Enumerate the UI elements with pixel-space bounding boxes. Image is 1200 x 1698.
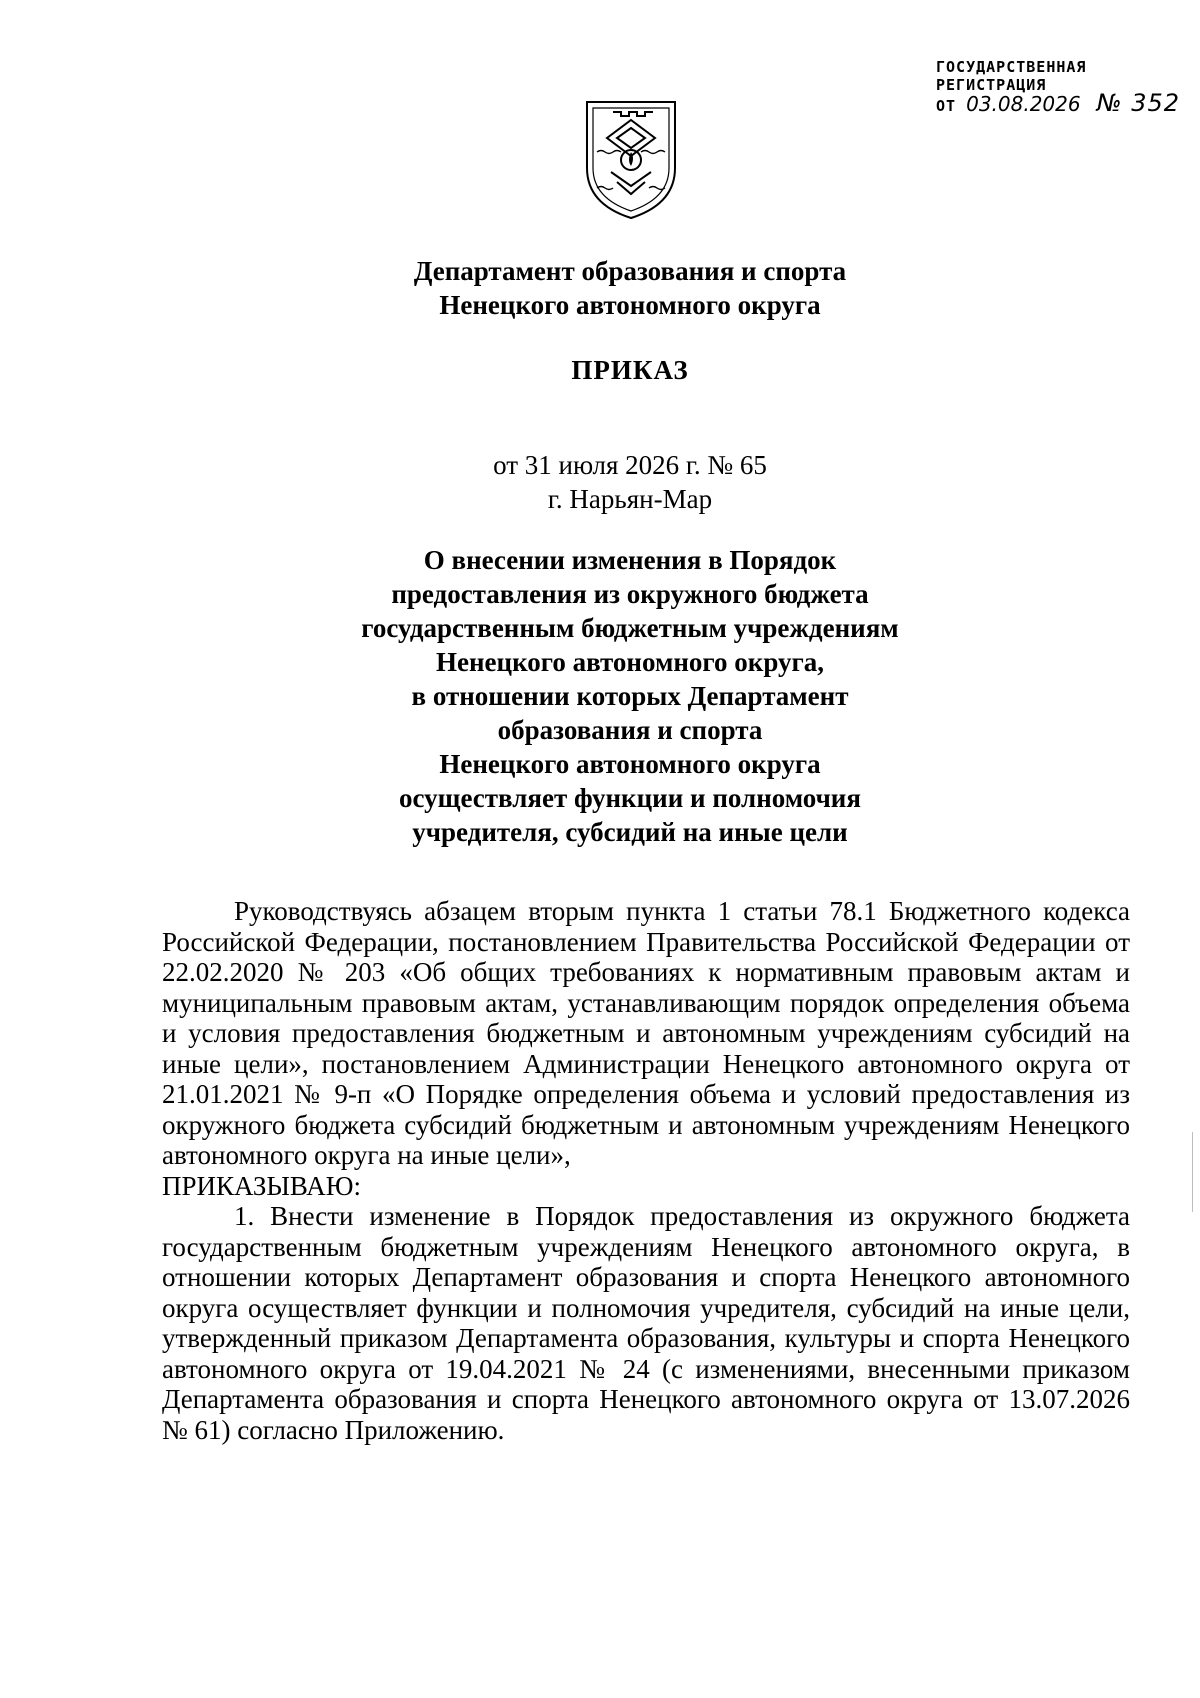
- order-place: г. Нарьян-Мар: [547, 484, 713, 514]
- subject-line: государственным бюджетным учреждениям: [361, 613, 899, 643]
- order-body: [162, 896, 1130, 1445]
- order-item-1: 1. Внести изменение в Порядок предоставления из окружного бюджета государственным бюджетным учреждениям Ненецкого автономного округа, в отношении которых Департамент образования и спорта Ненецкого автономного округа осуществляет функции и полномочия учредителя, субсидий на иные цели, утвержденный приказом Департамента образования, культуры и спорта Ненецкого автономного округа от 19.04.2021 № 24 (с изменениями, внесенными приказом Департамента образования и спорта Ненецкого автономного округа от 13.07.2026 № 61) согласно Приложению.: [162, 1201, 1130, 1445]
- department-line-1: Департамент образования и спорта: [413, 256, 847, 286]
- subject-line: О внесении изменения в Порядок: [423, 545, 837, 575]
- subject-line: учредителя, субсидий на иные цели: [412, 817, 848, 847]
- stamp-line-2: РЕГИСТРАЦИЯ: [936, 76, 1047, 94]
- document-type: ПРИКАЗ: [571, 355, 689, 385]
- order-details: [0, 448, 1200, 516]
- subject-line: осуществляет функции и полномочия: [399, 783, 861, 813]
- registration-stamp: [936, 58, 1181, 117]
- subject-line: предоставления из окружного бюджета: [391, 579, 869, 609]
- subject-line: Ненецкого автономного округа: [439, 749, 821, 779]
- subject-line: Ненецкого автономного округа,: [436, 647, 824, 677]
- order-subject: [0, 543, 1200, 849]
- department-name: [0, 254, 1200, 322]
- stamp-line-1: ГОСУДАРСТВЕННАЯ: [936, 58, 1087, 76]
- order-date-number: от 31 июля 2026 г. № 65: [493, 450, 767, 480]
- stamp-line-3: [936, 89, 1181, 117]
- preamble-paragraph: Руководствуясь абзацем вторым пункта 1 статьи 78.1 Бюджетного кодекса Российской Федерации, постановлением Правительства Российской Федерации от 22.02.2020 № 203 «Об общих требованиях к нормативным правовым актам и муниципальным правовым актам, устанавливающим порядок определения объема и условия предоставления бюджетным и автономным учреждениям субсидий на иные цели», постановлением Администрации Ненецкого автономного округа от 21.01.2021 № 9-п «О Порядке определения объема и условий предоставления из окружного бюджета субсидий бюджетным и автономным учреждениям Ненецкого автономного округа на иные цели»,: [162, 896, 1130, 1170]
- stamp-prefix: ОТ: [936, 97, 957, 115]
- scan-edge-mark: [1192, 1132, 1193, 1212]
- nenets-coat-of-arms-icon: [583, 98, 679, 222]
- subject-line: образования и спорта: [497, 715, 763, 745]
- order-word: ПРИКАЗЫВАЮ:: [162, 1170, 361, 1201]
- subject-line: в отношении которых Департамент: [411, 681, 849, 711]
- department-line-2: Ненецкого автономного округа: [439, 290, 821, 320]
- stamp-date: 03.08.2026: [966, 92, 1081, 116]
- stamp-number: № 352: [1096, 89, 1181, 117]
